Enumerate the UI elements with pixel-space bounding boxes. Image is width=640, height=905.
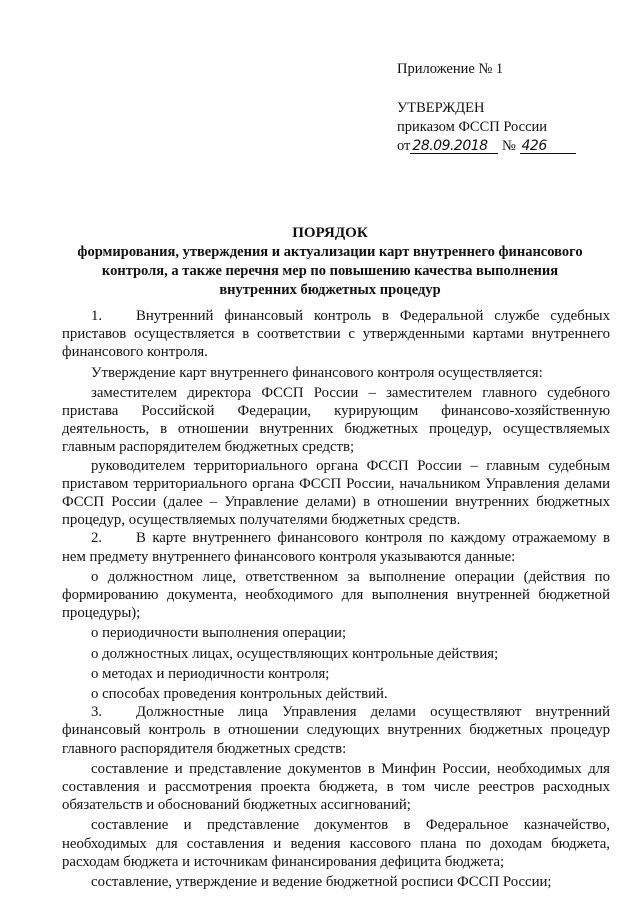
paragraph-3: заместителем директора ФССП России – заместителем главного судебного пристава Российской Федерации, курирующим финансово-хозяйственную деятельность, в отношении внутренних бюджетных процедур, осуществляемых главным распорядителем бюджетных средств; bbox=[62, 384, 610, 456]
paragraph-10: о способах проведения контрольных действий. bbox=[91, 686, 388, 703]
item-number-2: 2. bbox=[91, 530, 103, 547]
handwritten-date: 28.09.2018 bbox=[410, 139, 498, 154]
paragraph-5: 2. В карте внутреннего финансового контроля по каждому отражаемому в нем предмету внутреннего финансового контроля указываются данные: bbox=[62, 530, 610, 565]
title-heading: ПОРЯДОК bbox=[292, 225, 368, 241]
paragraph-6: о должностном лице, ответственном за выполнение операции (действия по формированию документа, необходимого для выполнения внутренней бюджетной процедуры); bbox=[62, 568, 610, 622]
order-label: приказом ФССП России bbox=[397, 119, 548, 135]
paragraph-1: 1. Внутренний финансовый контроль в Федеральной службе судебных приставов осуществляется в соответствии с утвержденными картами внутреннего финансового контроля. bbox=[62, 308, 610, 361]
paragraph-12: составление и представление документов в Минфин России, необходимых для составления и рассмотрения проекта бюджета, в том числе реестров расходных обязательств и обоснований бюджетных ассигнований; bbox=[62, 760, 610, 814]
paragraph-4: руководителем территориального органа ФССП России – главным судебным приставом территориального органа ФССП России, начальником Управления делами ФССП России (далее – Управление делами) в отношении внутренних бюджетных процедур, осуществляемых получателями бюджетных средств. bbox=[62, 457, 610, 529]
document-body bbox=[62, 307, 610, 891]
handwritten-number: 426 bbox=[520, 139, 576, 154]
approved-label: УТВЕРЖДЕН bbox=[397, 100, 485, 116]
item-number-1: 1. bbox=[91, 308, 103, 324]
paragraph-9: о методах и периодичности контроля; bbox=[91, 665, 330, 682]
item-number-3: 3. bbox=[91, 704, 103, 721]
number-prefix: № bbox=[502, 138, 516, 154]
order-date-number bbox=[397, 137, 617, 156]
paragraph-7: о периодичности выполнения операции; bbox=[91, 625, 347, 642]
paragraph-11: 3. Должностные лица Управления делами осуществляют внутренний финансовый контроль в отношении следующих внутренних бюджетных процедур главного распорядителя бюджетных средств: bbox=[62, 704, 610, 757]
date-prefix: от bbox=[397, 138, 411, 154]
title-line-1: формирования, утверждения и актуализации карт внутреннего финансового bbox=[77, 244, 583, 260]
title-line-3: внутренних бюджетных процедур bbox=[219, 282, 441, 298]
approval-stamp bbox=[397, 60, 617, 156]
paragraph-14: составление, утверждение и ведение бюджетной росписи ФССП России; bbox=[91, 874, 552, 891]
paragraph-13: составление и представление документов в Федеральное казначейство, необходимых для составления и ведения кассового плана по доходам бюджета, расходам бюджета и источникам финансирования дефицита бюджета; bbox=[62, 817, 610, 870]
paragraph-2: Утверждение карт внутреннего финансового контроля осуществляется: bbox=[91, 364, 543, 381]
title-line-2: контроля, а также перечня мер по повышению качества выполнения bbox=[101, 263, 559, 279]
paragraph-8: о должностных лицах, осуществляющих контрольные действия; bbox=[91, 645, 499, 662]
appendix-label: Приложение № 1 bbox=[397, 61, 504, 77]
document-title bbox=[62, 223, 598, 300]
